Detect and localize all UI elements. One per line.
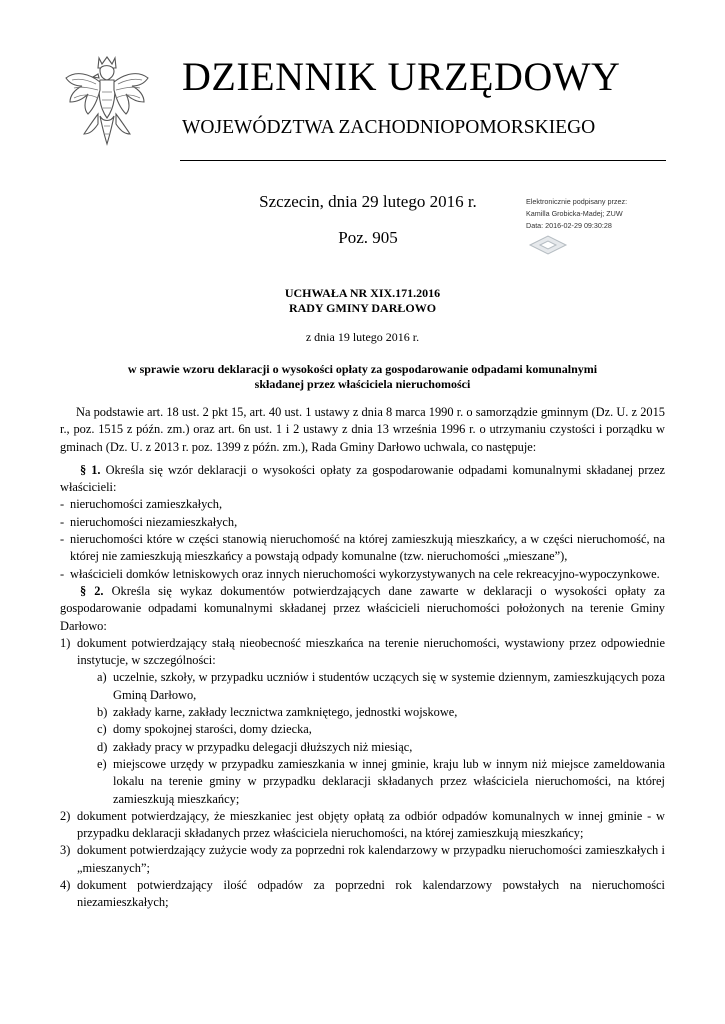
- section-1-list: [60, 496, 665, 582]
- item-text: dokument potwierdzający, że mieszkaniec jest objęty opłatą za odbiór odpadów komunalnych w innej gminie - w przypadku deklaracji składanych przez właściciela nieruchomości, na której zamieszkują mieszkańcy;: [77, 808, 665, 841]
- item-text: dokument potwierdzający ilość odpadów za poprzedni rok kalendarzowy powstałych na nieruchomości niezamieszkałych;: [77, 878, 665, 910]
- sub-item-text: zakłady pracy w przypadku delegacji dłuższych niż miesiąc,: [113, 739, 413, 754]
- item-marker: 4): [60, 878, 71, 893]
- signature-stamp-icon: [528, 234, 568, 256]
- sub-item-text: domy spokojnej starości, domy dziecka,: [113, 722, 312, 737]
- item-text: dokument potwierdzający stałą nieobecność mieszkańca na terenie nieruchomości, wystawiony przez odpowiednie instytucje, w szczególności:: [77, 635, 665, 668]
- sub-list-item: [77, 756, 665, 808]
- item-marker: 2): [60, 808, 71, 823]
- section-1-paragraph: [60, 462, 665, 497]
- position-number: Poz. 905: [338, 228, 398, 247]
- section-2-paragraph: [60, 583, 665, 635]
- section-2-label: § 2.: [80, 583, 104, 598]
- eagle-emblem-icon: [62, 52, 152, 160]
- signature-line-3: Data: 2016-02-29 09:30:28: [526, 221, 612, 230]
- electronic-signature-block: [526, 196, 686, 232]
- section-2-list: [60, 635, 665, 912]
- section-1-label: § 1.: [80, 462, 101, 477]
- sub-item-marker: a): [97, 670, 107, 685]
- journal-title: DZIENNIK URZĘDOWY: [182, 54, 621, 99]
- sub-item-text: zakłady karne, zakłady lecznictwa zamkniętego, jednostki wojskowe,: [113, 705, 458, 720]
- resolution-subject: [60, 362, 665, 392]
- place-and-date: Szczecin, dnia 29 lutego 2016 r.: [259, 192, 477, 211]
- list-item: [60, 635, 665, 808]
- sub-item-marker: e): [97, 756, 107, 771]
- list-item: [60, 877, 665, 912]
- sub-item-marker: d): [97, 739, 108, 754]
- sub-item-marker: c): [97, 722, 107, 737]
- section-2-text: Określa się wykaz dokumentów potwierdzających dane zawarte w deklaracji o wysokości opłaty za gospodarowanie odpadami komunalnymi składanej przez właścicieli nieruchomości położonych na terenie Gminy Darłowo:: [60, 583, 665, 633]
- sub-list-item: [77, 721, 665, 738]
- resolution-date: z dnia 19 lutego 2016 r.: [305, 330, 420, 344]
- sub-list: [77, 669, 665, 807]
- sub-list-item: [77, 669, 665, 704]
- subject-line-2: składanej przez właściciela nieruchomości: [254, 377, 471, 391]
- subject-line-1: w sprawie wzoru deklaracji o wysokości opłaty za gospodarowanie odpadami komunalnymi: [127, 362, 598, 376]
- sub-item-text: uczelnie, szkoły, w przypadku uczniów i studentów uczących się w systemie dziennym, zamieszkujących poza Gminą Darłowo,: [113, 670, 665, 702]
- resolution-body: RADY GMINY DARŁOWO: [288, 301, 437, 315]
- sub-item-marker: b): [97, 705, 108, 720]
- header-divider: [180, 160, 666, 161]
- sub-item-text: miejscowe urzędy w przypadku zamieszkania w innej gminie, kraju lub w innym niż miejsce zameldowania lokalu na terenie gminy w przypadku deklaracji składanych przez właściciela nieruchomości, na której zamieszkują mieszkańcy;: [113, 756, 665, 806]
- legal-basis-paragraph: Na podstawie art. 18 ust. 2 pkt 15, art. 40 ust. 1 ustawy z dnia 8 marca 1990 r. o samorządzie gminnym (Dz. U. z 2015 r., poz. 1515 z późn. zm.) oraz art. 6n ust. 1 i 2 ustawy z dnia 13 września 1996 r. o utrzymaniu czystości i porządku w gminach (Dz. U. z 2013 r. poz. 1399 z późn. zm.), Rada Gminy Darłowo uchwala, co następuje:: [60, 405, 665, 454]
- list-item: - właścicieli domków letniskowych oraz innych nieruchomości wykorzystywanych na cele rekreacyjno-wypoczynkowe.: [60, 566, 665, 583]
- list-item: [60, 842, 665, 877]
- resolution-number: UCHWAŁA NR XIX.171.2016: [284, 286, 441, 300]
- journal-subtitle: WOJEWÓDZTWA ZACHODNIOPOMORSKIEGO: [182, 117, 596, 138]
- list-item: - nieruchomości niezamieszkałych,: [60, 514, 665, 531]
- signature-line-2: Kamilla Grobicka-Madej; ZUW: [526, 209, 623, 218]
- signature-line-1: Elektronicznie podpisany przez:: [526, 197, 628, 206]
- sub-list-item: [77, 739, 665, 756]
- item-text: dokument potwierdzający zużycie wody za poprzedni rok kalendarzowy w przypadku nieruchomości zamieszkałych i „mieszanych”;: [77, 843, 665, 875]
- item-marker: 1): [60, 635, 71, 650]
- list-item: [60, 808, 665, 843]
- list-item: - nieruchomości zamieszkałych,: [60, 496, 665, 513]
- resolution-heading: [60, 286, 665, 316]
- list-item: - nieruchomości które w części stanowią nieruchomość na której zamieszkują mieszkańcy, a w części nieruchomość, na której nie zamieszkują mieszkańcy a powstają odpady komunalne (tzw. nieruchomości „mieszane”),: [60, 531, 665, 566]
- section-1-text: Określa się wzór deklaracji o wysokości opłaty za gospodarowanie odpadami komunalnymi składanej przez właścicieli:: [60, 462, 665, 495]
- item-marker: 3): [60, 843, 71, 858]
- sub-list-item: [77, 704, 665, 721]
- document-body: [60, 404, 665, 912]
